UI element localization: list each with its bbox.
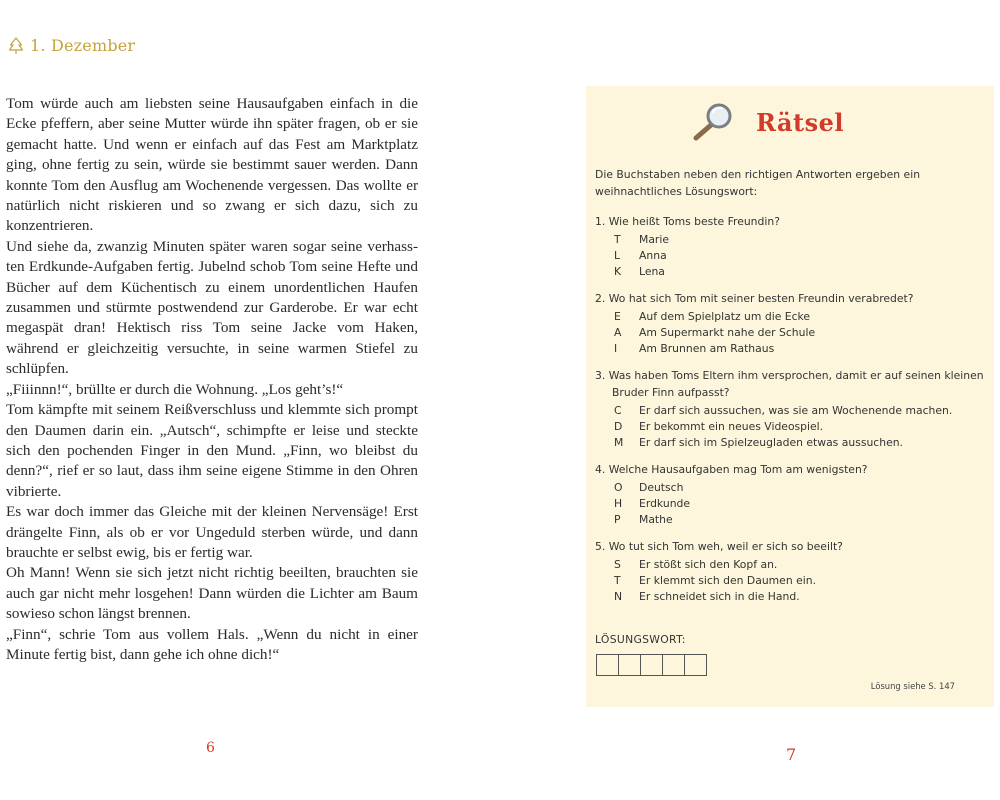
answer-option — [595, 480, 987, 496]
answer-letter: E — [614, 310, 621, 323]
question-4 — [595, 461, 987, 528]
question-5 — [595, 538, 987, 605]
story-paragraph: „Fiiinnn!“, brüllte er durch die Wohnung. „Los geht’s!“ — [6, 380, 344, 398]
answer-letter: K — [614, 265, 622, 278]
page-number-right: 7 — [786, 745, 797, 764]
tree-icon — [8, 37, 24, 55]
answer-text: Er stößt sich den Kopf an. — [639, 558, 778, 571]
solution-label: LÖSUNGSWORT: — [595, 633, 686, 646]
answer-letter: H — [614, 497, 623, 510]
question-text: 1. Wie heißt Toms beste Freundin? — [595, 215, 780, 228]
question-3 — [595, 367, 987, 451]
magnifier-icon — [692, 102, 734, 142]
answer-option — [595, 341, 987, 357]
question-text: 3. Was haben Toms Eltern ihm versprochen, damit er auf seinen kleinen Bruder Finn aufpasst? — [595, 369, 984, 399]
story-paragraph: Es war doch immer das Gleiche mit der kleinen Nervensäge! Erst drängelte Finn, als ob er vor Ungeduld sterben würde, und dann brauchte er selbst ewig, bis er fertig war. — [6, 503, 418, 561]
solution-letter-box[interactable] — [618, 654, 641, 676]
answer-letter: L — [614, 249, 621, 262]
story-paragraph: Oh Mann! Wenn sie sich jetzt nicht richtig beeilten, brauchten sie auch gar nicht mehr losgehen! Dann würden die Lichter am Baum sowieso schon längst brennen. — [6, 564, 418, 623]
answer-text: Am Supermarkt nahe der Schule — [639, 326, 816, 339]
answer-text: Lena — [639, 265, 665, 278]
answer-text: Mathe — [639, 513, 673, 526]
answer-letter: P — [614, 513, 621, 526]
answer-letter: D — [614, 420, 623, 433]
answer-option — [595, 589, 987, 605]
answer-option — [595, 232, 987, 248]
story-paragraph: Und siehe da, zwanzig Minuten später waren sogar seine verhassten Erdkunde-Aufgaben fertig. Jubelnd schob Tom seine Hefte und Bücher auf dem Küchentisch zu einem unordentlichen Haufen zusammen und stürmte postwendend zur Garderobe. Er war echt megaspät dran! Hektisch riss Tom seine Jacke vom Haken, während er gleichzeitig versuchte, in seine warmen Stiefel zu schlüpfen. — [6, 237, 418, 378]
answer-option — [595, 325, 987, 341]
answer-text: Marie — [639, 233, 670, 246]
answer-text: Auf dem Spielplatz um die Ecke — [639, 310, 811, 323]
solution-letter-box[interactable] — [684, 654, 707, 676]
answer-letter: A — [614, 326, 622, 339]
question-text: 2. Wo hat sich Tom mit seiner besten Freundin verabredet? — [595, 292, 914, 305]
solution-boxes — [596, 654, 707, 676]
answer-text: Er darf sich aussuchen, was sie am Wochenende machen. — [639, 404, 953, 417]
answer-option — [595, 496, 987, 512]
answer-letter: T — [614, 233, 621, 246]
story-text — [6, 94, 418, 665]
answer-text: Er schneidet sich in die Hand. — [639, 590, 800, 603]
answer-option — [595, 573, 987, 589]
story-paragraph: „Finn“, schrie Tom aus vollem Hals. „Wenn du nicht in einer Minute fertig bist, dann gehe ich ohne dich!“ — [6, 625, 418, 663]
answer-letter: S — [614, 558, 621, 571]
answer-letter: C — [614, 404, 622, 417]
answer-option — [595, 435, 987, 451]
answer-option — [595, 403, 987, 419]
answer-text: Er klemmt sich den Daumen ein. — [639, 574, 817, 587]
solution-letter-box[interactable] — [596, 654, 619, 676]
puzzle-intro: Die Buchstaben neben den richtigen Antworten ergeben ein weihnachtliches Lösungswort: — [595, 168, 921, 198]
puzzle-title: Rätsel — [756, 107, 845, 137]
answer-option — [595, 512, 987, 528]
answer-text: Erdkunde — [639, 497, 691, 510]
question-2 — [595, 290, 987, 357]
answer-option — [595, 419, 987, 435]
answer-letter: N — [614, 590, 623, 603]
story-paragraph: Tom würde auch am liebsten seine Hausaufgaben einfach in die Ecke pfeffern, aber seine Mutter würde ihn später fragen, ob er sie gemacht hatte. Und wenn er einfach auf das Fest am Marktplatz ging, ohne fertig zu sein, würde sie bestimmt sauer werden. Dann konnte Tom den Ausflug am Wochenende vergessen. Das wollte er natürlich nicht riskieren und so zwang er sich dazu, sich zu konzentrieren. — [6, 95, 418, 235]
story-paragraph: Tom kämpfte mit seinem Reißverschluss und klemmte sich prompt den Daumen darin ein. „Autsch“, schimpfte er leise und steckte sich den pochenden Finger in den Mund. „Finn, wo bleibst du denn?“, rief er so laut, dass ihm seine eigene Stimme in den Ohren vibrierte. — [6, 401, 418, 500]
puzzle-box — [586, 86, 994, 707]
answer-letter: M — [614, 436, 624, 449]
answer-letter: I — [614, 342, 618, 355]
answer-text: Deutsch — [639, 481, 684, 494]
answer-text: Er darf sich im Spielzeugladen etwas aussuchen. — [639, 436, 903, 449]
puzzle-header — [692, 102, 844, 142]
question-list — [595, 213, 987, 615]
answer-letter: O — [614, 481, 623, 494]
answer-text: Er bekommt ein neues Videospiel. — [639, 420, 824, 433]
question-1 — [595, 213, 987, 280]
answer-text: Am Brunnen am Rathaus — [639, 342, 775, 355]
chapter-title: 1. Dezember — [30, 36, 136, 55]
answer-option — [595, 264, 987, 280]
page-number-left: 6 — [206, 740, 215, 756]
solution-reference: Lösung siehe S. 147 — [870, 681, 955, 691]
question-text: 4. Welche Hausaufgaben mag Tom am wenigsten? — [595, 463, 868, 476]
answer-text: Anna — [639, 249, 667, 262]
solution-letter-box[interactable] — [640, 654, 663, 676]
answer-option — [595, 557, 987, 573]
answer-option — [595, 309, 987, 325]
answer-letter: T — [614, 574, 621, 587]
solution-letter-box[interactable] — [662, 654, 685, 676]
question-text: 5. Wo tut sich Tom weh, weil er sich so beeilt? — [595, 540, 843, 553]
answer-option — [595, 248, 987, 264]
chapter-header — [8, 36, 135, 55]
